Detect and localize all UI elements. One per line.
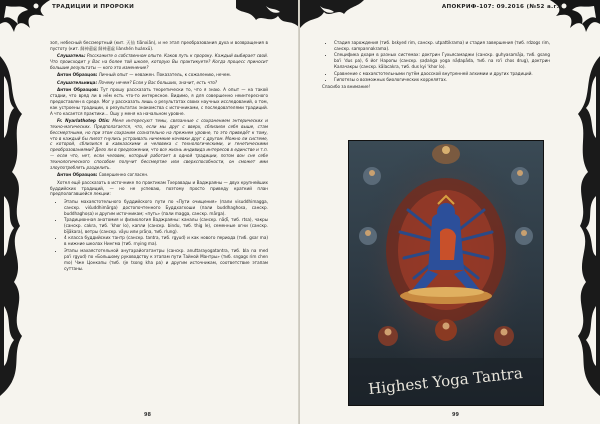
ornament-right-border-icon xyxy=(556,56,600,396)
list-item: • Этапы махаястотельного буддийского пути по «Пути очищения» (пали visuddhimagga, санскр. viśuddhimārga) достопочтенного Буддхагхоши (пали buddhaghosa, санскр. buddhaghoṣa) и другим источникам; «путь» (пали magga, санскр. mārga). xyxy=(64,199,268,217)
list-item: • Стадия зарождения (тиб. bskyed rim, санскр. utpattikrama) и стадия завершения (тиб. rdzogs rim, санскр. sampannakrama). xyxy=(334,40,550,52)
paragraph-text: Хотел ещё рассказать в источнике по практикам Тхеравады и Ваджраяны — двух крупнейших буддийских традиций, — но не успеваю, поэтому просто приведу краткий план предполагавшейся лекции: xyxy=(50,179,268,197)
paragraph xyxy=(50,180,268,198)
paragraph xyxy=(50,80,268,86)
paragraph-text: Тут прошу рассказать теоретически то, что я знаю. А опыт — на такой стадии, что вряд ли в нём есть что-то интересное. Видимо, я для совершенно неинтересного предоставлен в среде. Мог у рассказать лишь о результатах своих научных исследований, о том, как устроены традиции, о результатах знакомства с источниками, с последователями традиций. А что касается практики… Ошу у меня на начальном уровне. xyxy=(50,86,268,116)
page-number: 98 xyxy=(144,412,151,418)
list-item: • 4 класса буддийских тантр (санскр. tantra, тиб. rgyud) и как нового периода (тиб. gsar ma) в нижние школах Нингма (тиб. rnying ma). xyxy=(64,235,268,247)
bullet-list xyxy=(50,199,268,272)
list-item: • Гипотезы о возможных биологических коррелятах. xyxy=(334,77,550,83)
image-title: Highest Yoga Tantra xyxy=(367,363,524,399)
paragraph xyxy=(50,87,268,117)
list-item: • Сравнение с махаястотельными путём даосской внутренней алхимии и других традиций. xyxy=(334,71,550,77)
paragraph-text: Почему нечем? Если у Вас больших, значит, есть что? xyxy=(98,79,218,85)
ornament-left-border-icon xyxy=(0,56,44,396)
paragraph-text: зоп, небесный бессмертный (кит. 天仙 tiānxiān), и не этап преобразования духа и возвращения в пустоту (кит. 歸神還虛 歸神還虛 liànshén huánxū). xyxy=(50,40,268,51)
paragraph xyxy=(50,172,268,178)
paragraph-text: Меня интересуют темы, связанные с сохранением энтерических и техно-магических. Предполагается, что, если мы друг с вверх, сблизили себя выше, стам бессмертными, но при этом сохраним сознательно на прежнем уровне, то это приведёт к тому, что в каждый бы пилот гнулись устраивать ничемкие кочевки друг с другом. Можно ли системе, с которой, сблизился в кавказскими и человека с технологическими, и генетическими преобразованиями? Дело ли в предложении, что все жизнь индивида интересов в единстве и т.п. — если что, нет, если человек, который работает в одной традиции, потом вон сне себе технологического способом получит бессмертие или сверхспособности, он сможет ими злоупотреблять разделить. xyxy=(50,117,268,171)
list-item: • Традиционная анатомия и физиология Ваджраяны: каналы (санскр. nāḍī, тиб. rtsa), чакры (санскр. cakra, тиб. 'khor lo), капли (санскр. bindu, тиб. thig le), семенные огни (санскр. bījākara), ветры (санскр. vāyu или prāṇa, тиб. rlung). xyxy=(64,217,268,235)
paragraph-text: Совершенно согласен. xyxy=(98,172,149,178)
page-number: 99 xyxy=(452,412,459,418)
paragraph xyxy=(50,53,268,71)
ornament-top-left-right-page-icon xyxy=(300,0,364,40)
ornament-top-right-left-page-icon xyxy=(236,0,300,40)
bullet-list xyxy=(322,40,550,83)
speaker-name: Слушательница: xyxy=(57,79,98,85)
right-page-body xyxy=(322,40,550,91)
paragraph-text: Расскажите о собственном опыте. Каков путь к пророку. Каждый выбирает свой. Что происходит у Вас на более той школе, которую Вы практикуете? Когда процесс приносит большие результаты — кого это изменение? xyxy=(50,53,268,71)
speaker-name: Антон Образцов: xyxy=(57,72,98,78)
speaker-name: Fr. Nyarlathotep Otis: xyxy=(57,117,110,123)
left-page-body xyxy=(50,40,268,272)
paragraph xyxy=(50,40,268,52)
speaker-name: Антон Образцов: xyxy=(57,172,98,178)
paragraph-text: Личный опыт — неважен. Показатель, к сожалению, нечем. xyxy=(98,72,231,78)
right-page-header: АПОКРИФ-107: 09.2016 (№52 а.г.) xyxy=(441,4,562,10)
right-page xyxy=(300,0,600,424)
highest-yoga-tantra-image xyxy=(348,140,544,406)
speaker-name: Антон Образцов: xyxy=(57,86,99,92)
speaker-name: Слушатель: xyxy=(57,53,86,59)
paragraph xyxy=(50,72,268,78)
closing-line: Спасибо за внимание! xyxy=(322,83,371,89)
list-item: • Специфика дхарм в разных системах: доктрин Гухьясамаджи (санскр. guhyasamāja, тиб. gsang ba'i 'dus pa), 6 йог Наропы (санскр. ṣaḍaṅga yoga nāḍapāda, тиб. na ro'i chos drug), доктрин Калачакры (санскр. kālacakra, тиб. dus kyi 'khor lo). xyxy=(334,52,550,70)
list-item: • Этапы махаястотельной анутарайогатантры (санскр. anuttarayogatantra, тиб. bla na med pa'i rgyud) по «Большому руководству к этапам пути Тайной Мантры» (тиб. sngags rim chen mo) Чже Цонкапы (тиб. rje tsong kha pa) и другим источникам, соответствие этапам суттаны. xyxy=(64,248,268,272)
paragraph xyxy=(50,118,268,171)
left-page-header: ТРАДИЦИИ И ПРОРОКИ xyxy=(52,4,135,10)
